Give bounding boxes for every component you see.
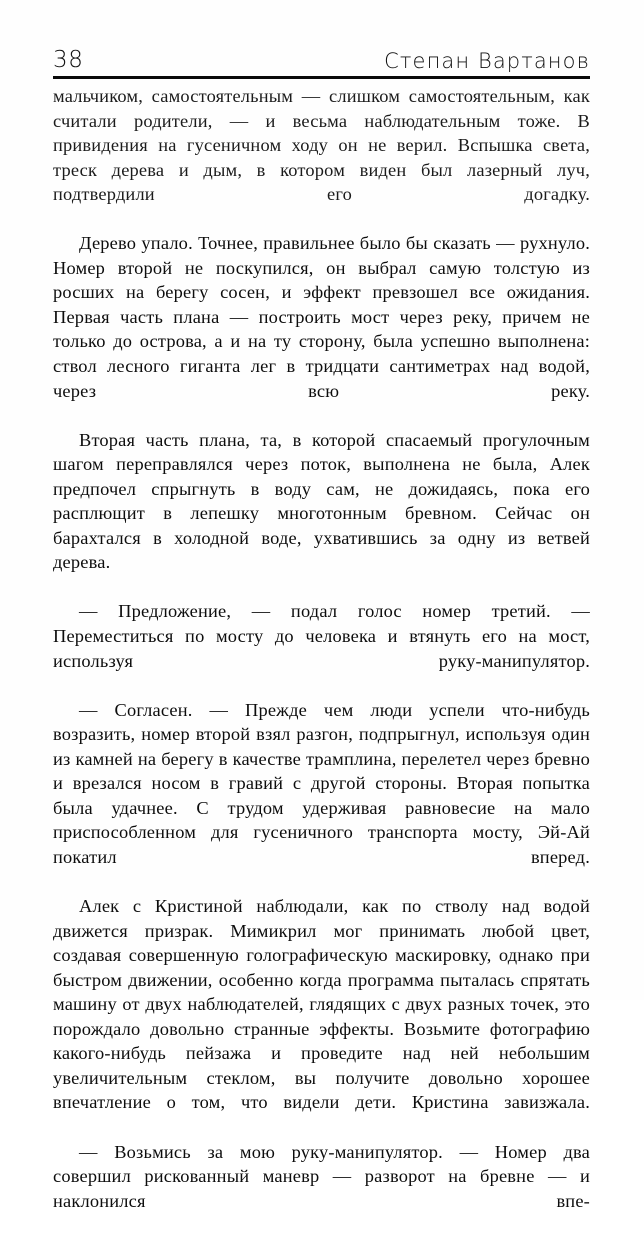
author-name: Степан Вартанов [384, 49, 590, 73]
body-text [53, 84, 590, 1238]
paragraph: — Возьмись за мою руку-манипулятор. — Номер два совершил рискованный маневр — разворот на бревне — и наклонился впе- [53, 1141, 590, 1211]
page-number: 38 [53, 47, 84, 73]
paragraph: — Предложение, — подал голос номер третий. — Переместиться по мосту до человека и втянуть его на мост, используя руку-манипулятор. [53, 601, 590, 671]
running-head [53, 38, 590, 72]
paragraph: Алек с Кристиной наблюдали, как по стволу над водой движется призрак. Мимикрил мог принимать любой цвет, создавая совершенную голографическую маскировку, однако при быстром движении, особенно когда программа пыталась спрятать машину от двух наблюдателей, глядящих с двух разных точек, это порождало довольно странные эффекты. Возьмите фотографию какого-нибудь пейзажа и проведите над ней небольшим увеличительным стеклом, вы получите довольно хорошее впечатление о том, что видели дети. Кристина завизжала. [53, 896, 590, 1113]
header-rule [53, 76, 590, 79]
paragraph: Вторая часть плана, та, в которой спасаемый прогулочным шагом переправлялся через поток, выполнена не была, Алек предпочел спрыгнуть в воду сам, не дожидаясь, пока его расплющит в лепешку многотонным бревном. Сейчас он барахтался в холодной воде, ухватившись за одну из ветвей дерева. [53, 429, 590, 573]
paragraph: — Согласен. — Прежде чем люди успели что-нибудь возразить, номер второй взял разгон, подпрыгнул, используя один из камней на берегу в качестве трамплина, перелетел через бревно и врезался носом в гравий с другой стороны. Вторая попытка была удачнее. С трудом удерживая равновесие на мало приспособленном для гусеничного транспорта мосту, Эй-Ай покатил вперед. [53, 699, 590, 867]
paragraph: мальчиком, самостоятельным — слишком самостоятельным, как считали родители, — и весьма наблюдательным тоже. В привидения на гусеничном ходу он не верил. Вспышка света, треск дерева и дым, в котором виден был лазерный луч, подтвердили его догадку. [53, 86, 590, 205]
paragraph: Дерево упало. Точнее, правильнее было бы сказать — рухнуло. Номер второй не поскупился, он выбрал самую толстую из росших на берегу сосен, и эффект превзошел все ожидания. Первая часть плана — построить мост через реку, причем не только до острова, а и на ту сторону, была успешно выполнена: ствол лесного гиганта лег в тридцати сантиметрах над водой, через всю реку. [53, 233, 590, 401]
